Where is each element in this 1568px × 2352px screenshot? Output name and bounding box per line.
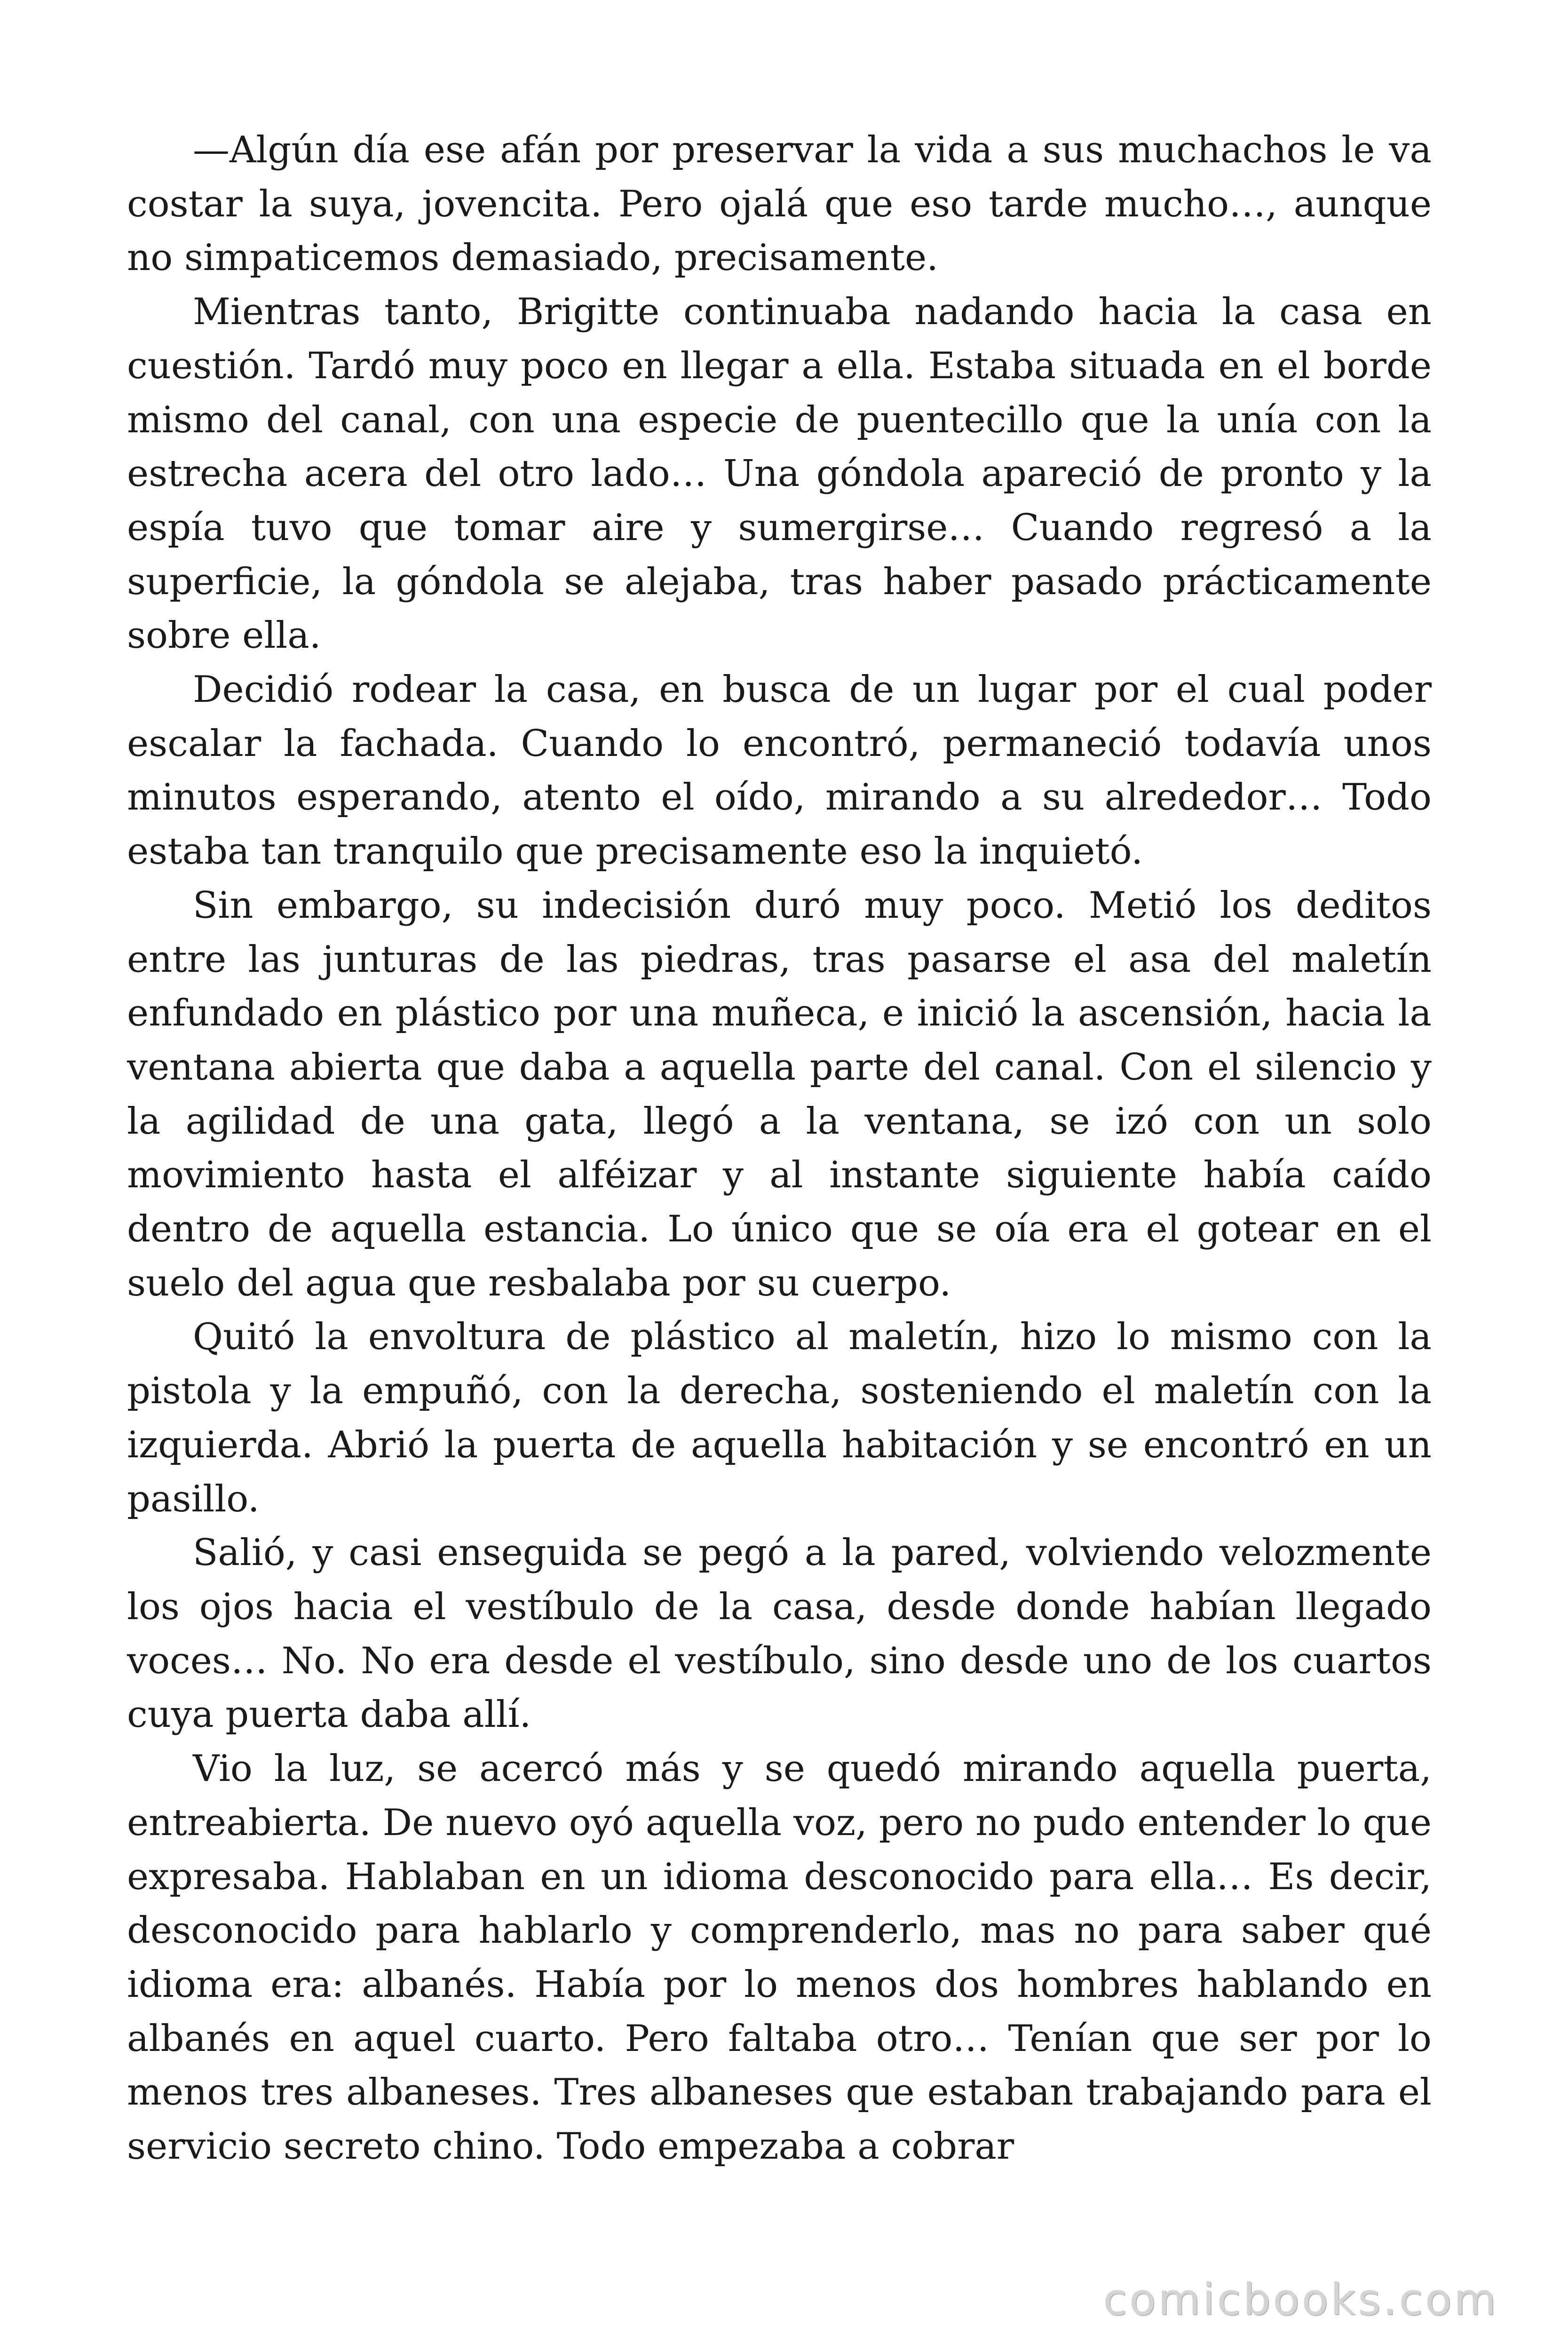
paragraph: Quitó la envoltura de plástico al maletín, hizo lo mismo con la pistola y la empuñó, con la derecha, sosteniendo el maletín con la izquierda. Abrió la puerta de aquella habitación y se encontró en un pasillo.	[127, 1316, 1432, 1520]
paragraph: Sin embargo, su indecisión duró muy poco. Metió los deditos entre las junturas de las piedras, tras pasarse el asa del maletín enfundado en plástico por una muñeca, e inició la ascensión, hacia la ventana abierta que daba a aquella parte del canal. Con el silencio y la agilidad de una gata, llegó a la ventana, se izó con un solo movimiento hasta el alféizar y al instante siguiente había caído dentro de aquella estancia. Lo único que se oía era el gotear en el suelo del agua que resbalaba por su cuerpo.	[127, 884, 1432, 1304]
watermark: comicbooks.com	[1103, 2274, 1498, 2325]
paragraph: Mientras tanto, Brigitte continuaba nadando hacia la casa en cuestión. Tardó muy poco en llegar a ella. Estaba situada en el borde mismo del canal, con una especie de puentecillo que la unía con la estrecha acera del otro lado… Una góndola apareció de pronto y la espía tuvo que tomar aire y sumergirse… Cuando regresó a la superficie, la góndola se alejaba, tras haber pasado prácticamente sobre ella.	[127, 291, 1432, 657]
paragraph: Vio la luz, se acercó más y se quedó mirando aquella puerta, entreabierta. De nuevo oyó aquella voz, pero no pudo entender lo que expresaba. Hablaban en un idioma desconocido para ella… Es decir, desconocido para hablarlo y comprenderlo, mas no para saber qué idioma era: albanés. Había por lo menos dos hombres hablando en albanés en aquel cuarto. Pero faltaba otro… Tenían que ser por lo menos tres albaneses. Tres albaneses que estaban trabajando para el servicio secreto chino. Todo empezaba a cobrar	[127, 1748, 1432, 2168]
body-text	[127, 123, 1432, 2174]
paragraph: Salió, y casi enseguida se pegó a la pared, volviendo velozmente los ojos hacia el vestíbulo de la casa, desde donde habían llegado voces… No. No era desde el vestíbulo, sino desde uno de los cuartos cuya puerta daba allí.	[127, 1532, 1432, 1736]
paragraph: —Algún día ese afán por preservar la vida a sus muchachos le va costar la suya, jovencita. Pero ojalá que eso tarde mucho…, aunque no simpaticemos demasiado, precisamente.	[127, 129, 1432, 279]
paragraph: Decidió rodear la casa, en busca de un lugar por el cual poder escalar la fachada. Cuando lo encontró, permaneció todavía unos minutos esperando, atento el oído, mirando a su alrededor… Todo estaba tan tranquilo que precisamente eso la inquietó.	[127, 668, 1432, 873]
